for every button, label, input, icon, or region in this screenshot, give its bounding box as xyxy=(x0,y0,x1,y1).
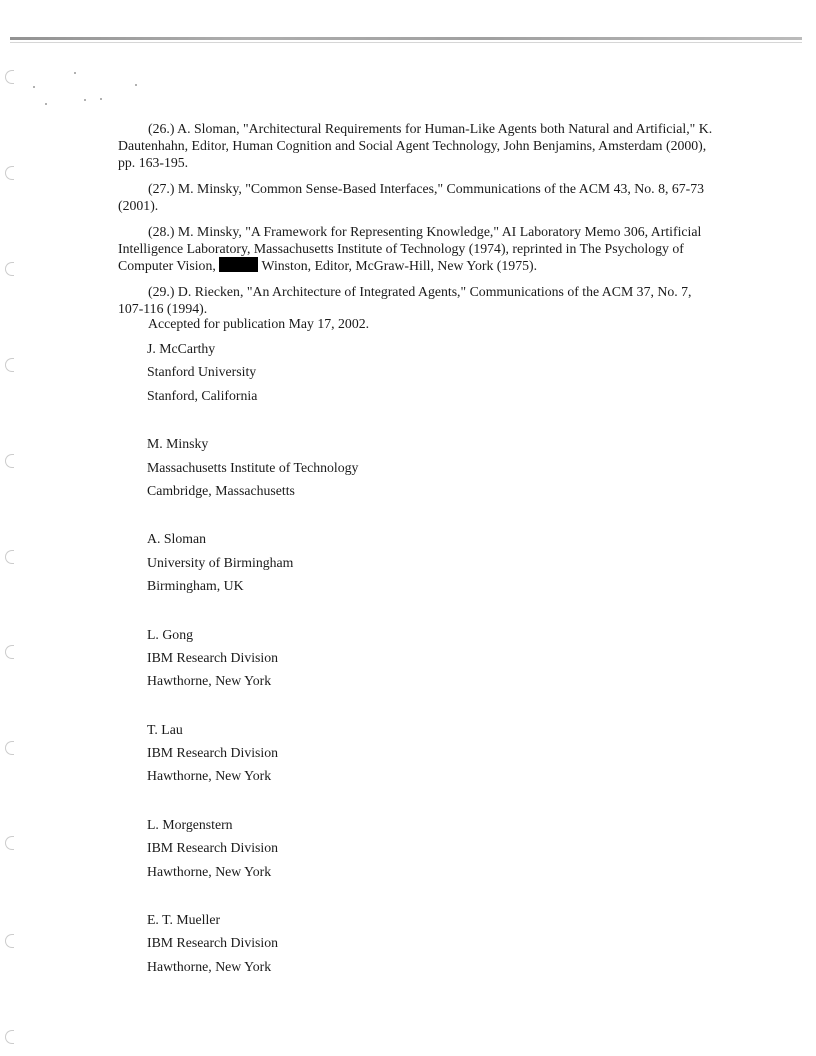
punch-hole-mark xyxy=(5,934,14,948)
reference-list xyxy=(118,120,718,326)
author-location: Hawthorne, New York xyxy=(147,863,272,879)
punch-hole-mark xyxy=(5,358,14,372)
author-location: Birmingham, UK xyxy=(147,578,244,594)
reference-item: (28.) M. Minsky, "A Framework for Representing Knowledge," AI Laboratory Memo 306, Artificial Intelligence Laboratory, Massachusetts Institute of Technology (1974), reprinted in The Psychology of Computer Vision, Winston, Editor, McGraw-Hill, New York (1975). xyxy=(118,224,702,273)
scan-edge-line xyxy=(10,37,802,40)
punch-hole-mark xyxy=(5,741,14,755)
author-name: A. Sloman xyxy=(147,531,207,547)
author-name: E. T. Mueller xyxy=(147,912,221,928)
author-block xyxy=(147,720,358,790)
scan-speck xyxy=(33,86,35,88)
author-name: T. Lau xyxy=(147,721,183,737)
author-affiliation: IBM Research Division xyxy=(147,649,279,665)
author-name: J. McCarthy xyxy=(147,341,216,356)
acceptance-note: Accepted for publication May 17, 2002. xyxy=(148,316,370,331)
author-affiliation: IBM Research Division xyxy=(147,745,279,761)
author-location: Hawthorne, New York xyxy=(147,673,272,689)
scan-edge-line-secondary xyxy=(10,42,802,43)
author-affiliation: Stanford University xyxy=(147,364,257,380)
author-affiliation: IBM Research Division xyxy=(147,840,279,856)
reference-item: (26.) A. Sloman, "Architectural Requirements for Human-Like Agents both Natural and Artificial," K. Dautenhahn, Editor, Human Cognition and Social Agent Technology, John Benjamins, Amsterdam (2000), pp. 163-195. xyxy=(118,121,713,170)
author-block xyxy=(147,339,358,409)
reference-item: (29.) D. Riecken, "An Architecture of Integrated Agents," Communications of the ACM 37, No. 7, 107-116 (1994). xyxy=(118,284,692,316)
punch-hole-mark xyxy=(5,550,14,564)
scan-speck xyxy=(100,98,102,100)
scan-speck xyxy=(84,99,86,101)
author-affiliation: IBM Research Division xyxy=(147,935,279,951)
author-affiliation: Massachusetts Institute of Technology xyxy=(147,459,359,475)
redaction-block xyxy=(219,257,258,272)
punch-hole-mark xyxy=(5,70,14,84)
scan-speck xyxy=(74,72,76,74)
punch-hole-mark xyxy=(5,1030,14,1044)
author-name: L. Morgenstern xyxy=(147,816,233,832)
punch-hole-mark xyxy=(5,836,14,850)
author-block xyxy=(147,529,358,599)
author-location: Hawthorne, New York xyxy=(147,958,272,974)
punch-hole-mark xyxy=(5,645,14,659)
author-location: Hawthorne, New York xyxy=(147,768,272,784)
author-name: M. Minsky xyxy=(147,436,209,452)
author-block xyxy=(147,625,358,695)
author-block xyxy=(147,910,358,980)
scan-speck xyxy=(45,103,47,105)
author-name: L. Gong xyxy=(147,626,193,642)
reference-item: (27.) M. Minsky, "Common Sense-Based Interfaces," Communications of the ACM 43, No. 8, 67-73 (2001). xyxy=(118,181,705,213)
punch-hole-mark xyxy=(5,166,14,180)
author-block xyxy=(147,815,358,885)
author-list xyxy=(147,339,358,1005)
author-location: Stanford, California xyxy=(147,387,258,403)
scan-speck xyxy=(135,84,137,86)
punch-hole-mark xyxy=(5,454,14,468)
author-affiliation: University of Birmingham xyxy=(147,554,294,570)
author-block xyxy=(147,434,358,504)
punch-hole-mark xyxy=(5,262,14,276)
author-location: Cambridge, Massachusetts xyxy=(147,482,295,498)
